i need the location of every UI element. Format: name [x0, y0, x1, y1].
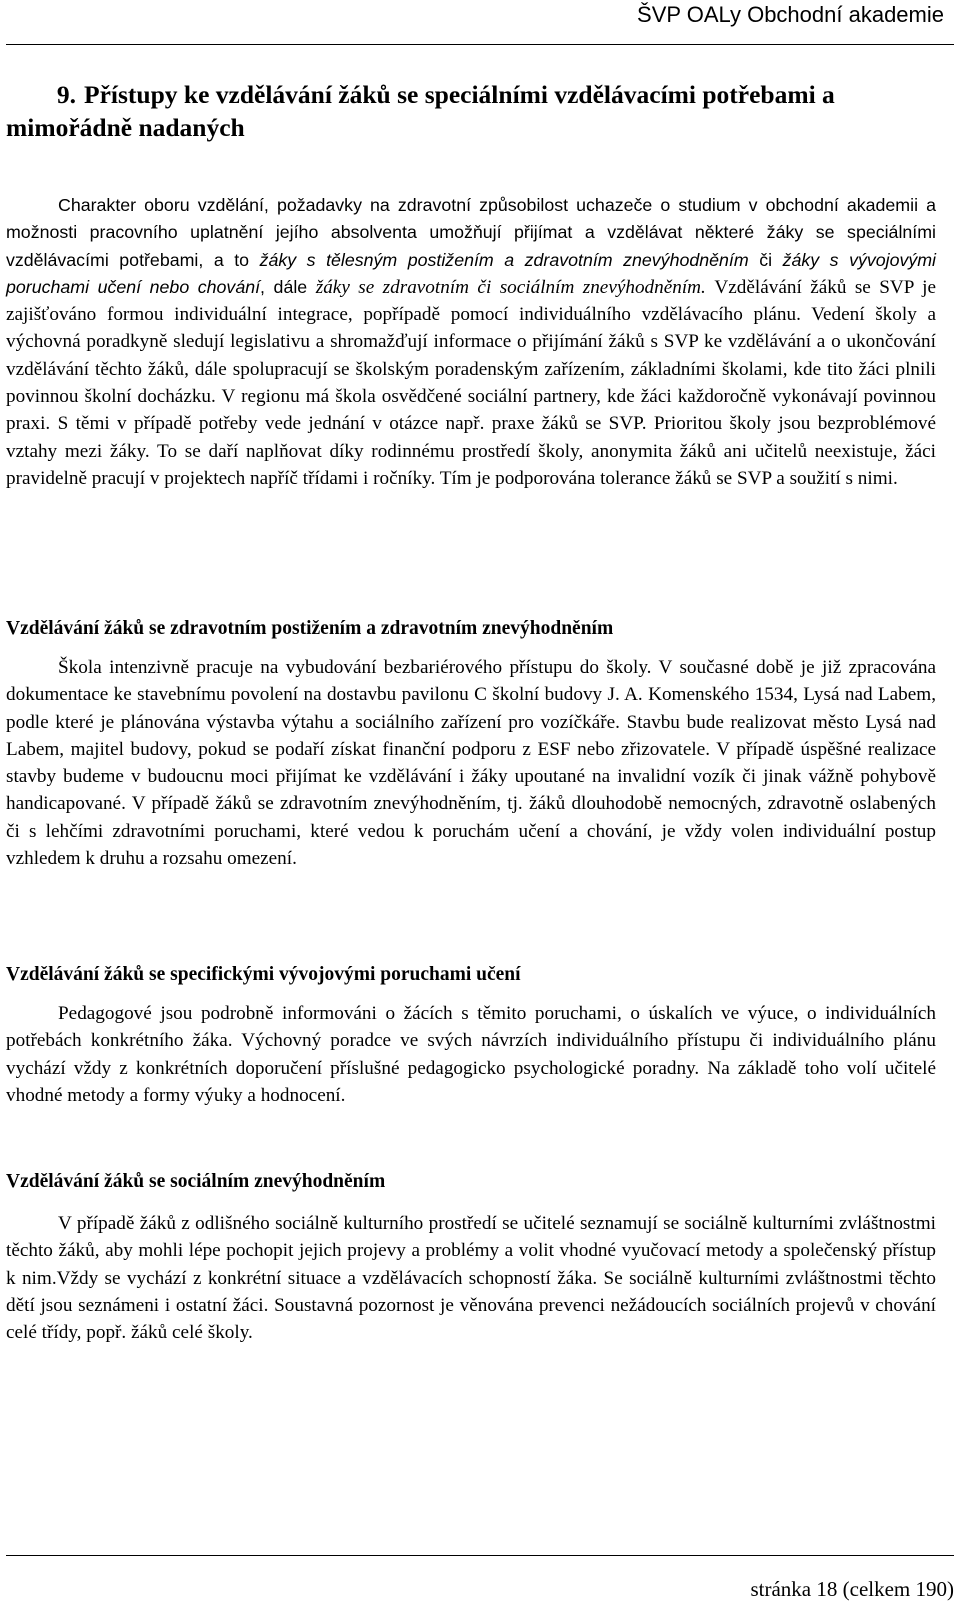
section-text-learning-disorders: Pedagogové jsou podrobně informováni o žácích s těmito poruchami, o úskalích ve výuce, o individuálních potřebách konkrétního žáka. Výchovný poradce ve svých návrzích individuálního přístupu či individuálního plánu vychází vždy z konkrétních doporučení příslušné pedagogicko psychologické poradny. Na základě toho volí učitelé vhodné metody a formy výuky a hodnocení.	[6, 1003, 936, 1106]
intro-paragraph	[6, 192, 936, 492]
section-heading-health: Vzdělávání žáků se zdravotním postižením a zdravotním znevýhodněním	[6, 618, 614, 639]
intro-emphasis-3: žáky se zdravotním či sociálním znevýhodněním.	[315, 276, 706, 298]
running-header: ŠVP OALy Obchodní akademie	[637, 2, 944, 27]
chapter-title-text: Přístupy ke vzdělávání žáků se speciálními vzdělávacími potřebami a mimořádně nadaných	[6, 80, 835, 142]
section-heading-social: Vzdělávání žáků se sociálním znevýhodněním	[6, 1171, 386, 1192]
header-rule	[6, 44, 954, 45]
intro-ci: či	[759, 249, 773, 270]
section-heading-learning-disorders: Vzdělávání žáků se specifickými vývojovými poruchami učení	[6, 964, 521, 985]
chapter-title	[6, 78, 936, 144]
intro-emphasis-1: žáky s tělesným postižením a zdravotním znevýhodněním	[259, 249, 749, 270]
section-text-social: V případě žáků z odlišného sociálně kulturního prostředí se učitelé seznamují se sociálně kulturními zvláštnostmi těchto žáků, aby mohli lépe pochopit jejich projevy a problémy a volit vhodné vyučovací metody a společenský přístup k nim.Vždy se vychází z konkrétní situace a vzdělávacích schopností žáka. Se sociálně kulturními zvláštnostmi těchto dětí jsou seznámeni i ostatní žáci. Soustavná pozornost je věnována prevenci nežádoucích sociálních projevů v chování celé třídy, popř. žáků celé školy.	[6, 1213, 936, 1344]
footer-rule	[6, 1555, 954, 1556]
intro-dale: , dále	[260, 276, 308, 297]
section-text-health: Škola intenzivně pracuje na vybudování bezbariérového přístupu do školy. V současné době je již zpracována dokumentace ke stavebnímu povolení na dostavbu pavilonu C školní budovy J. A. Komenského 1534, Lysá nad Labem, podle které je plánována výstavba výtahu a sociálního zařízení pro vozíčkáře. Stavbu bude realizovat město Lysá nad Labem, majitel budovy, pokud se podaří získat finanční podporu z ESF nebo zřizovatele. V případě úspěšné realizace stavby budeme v budoucnu moci přijímat ke vzdělávání i žáky upoutané na invalidní vozík či jinak vážně pohybově handicapované. V případě žáků se zdravotním znevýhodněním, tj. žáků dlouhodobě nemocných, zdravotně oslabených či s lehčími zdravotními poruchami, které vedou k poruchám učení a chování, je vždy volen individuální postup vzhledem k druhu a rozsahu omezení.	[6, 657, 936, 870]
page-number: stránka 18 (celkem 190)	[750, 1577, 954, 1601]
intro-rest: Vzdělávání žáků se SVP je zajišťováno formou individuální integrace, popřípadě pomocí individuálního vzdělávacího plánu. Vedení školy a výchovná poradkyně sledují legislativu a shromažďují informace o přijímání žáků s SVP ke vzdělávání a o ukončování vzdělávání těchto žáků, dále spolupracují se školským poradenským zařízením, základními školami, kde tito žáci plnili povinnou školní docházku. V regionu má škola osvědčené sociální partnery, kde žáci každoročně vykonávají povinnou praxi. S těmi v případě potřeby vede jednání v otázce např. praxe žáků se SVP. Prioritou školy jsou bezproblémové vztahy mezi žáky. To se daří naplňovat díky rodinnému prostředí školy, anonymita žáků ani učitelů neexistuje, žáci pravidelně pracují v projektech napříč třídami i ročníky. Tím je podporována tolerance žáků se SVP a soužití s nimi.	[6, 276, 936, 489]
chapter-number: 9.	[56, 80, 76, 109]
intro-sentence-start: Charakter oboru vzdělání, požadavky na zdravotní způsobilost uchazeče o studium v obchodní akademii a možnosti pracovního uplatnění jejího absolventa umožňují přijímat a vzdělávat některé žáky se speciálními vzdělávacími potřebami, a to	[6, 195, 936, 270]
intro-emphasis-2: žáky s vývojovými poruchami učení nebo chování	[6, 249, 937, 297]
